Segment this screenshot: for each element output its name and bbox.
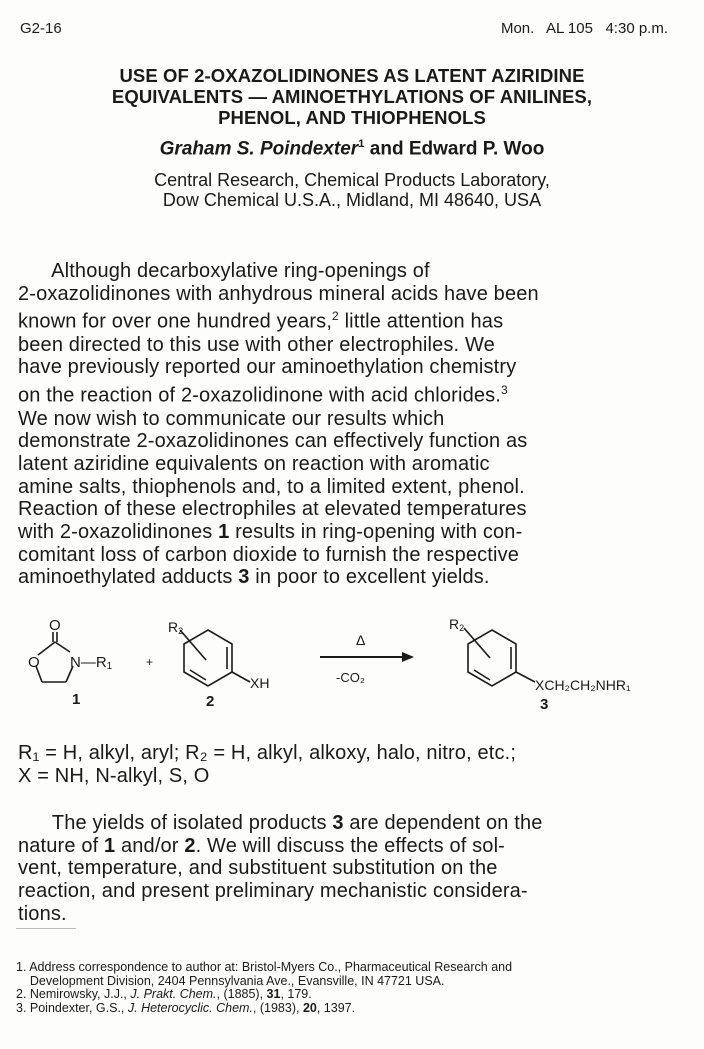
text-segment: , (1983), <box>252 1000 303 1015</box>
paragraph-line <box>18 334 539 357</box>
text-segment: 3 <box>500 383 508 398</box>
r2-label: R2 <box>449 616 465 633</box>
text-segment: , 1397. <box>316 1000 356 1015</box>
definition-line: X = NH, N-alkyl, S, O <box>18 764 210 787</box>
text-segment: demonstrate 2-oxazolidinones can effectively function as <box>18 430 528 453</box>
affiliation-line: Central Research, Chemical Products Laboratory, <box>154 170 550 190</box>
author-2: and Edward P. Woo <box>364 138 545 160</box>
carbonyl-o: O <box>49 617 61 634</box>
footnote-line <box>16 975 512 989</box>
paragraph-line <box>18 283 539 306</box>
text-segment: aminoethylated adducts <box>18 566 239 589</box>
paragraph-line <box>18 498 539 521</box>
author-1: Graham S. Poindexter <box>159 138 359 160</box>
text-segment: The yields of isolated products <box>18 812 333 834</box>
text-segment: 31 <box>266 987 281 1001</box>
text-segment: been directed to this use with other electrophiles. We <box>18 333 495 356</box>
heat-symbol: Δ <box>356 632 366 648</box>
text-segment: 1. Address correspondence to author at: Bristol-Myers Co., Pharmaceutical Research and <box>16 960 513 974</box>
paragraph-line <box>18 812 543 835</box>
paragraph-line <box>18 566 539 589</box>
text-segment: 1 <box>218 521 230 544</box>
text-segment: J. Prakt. Chem. <box>130 987 217 1001</box>
paragraph-line <box>18 356 539 379</box>
text-segment: are dependent on the <box>343 812 543 834</box>
plus-sign: + <box>146 655 154 669</box>
text-segment: nature of <box>18 834 105 857</box>
footnotes <box>16 961 512 1015</box>
text-segment: vent, temperature, and substituent substitution on the <box>18 857 498 880</box>
paragraph-line <box>18 260 539 283</box>
paragraph-line <box>18 379 539 407</box>
n-r1: N—R1 <box>70 654 113 672</box>
reaction-scheme <box>0 600 704 720</box>
product-chain: XCH₂CH₂NHR₁ <box>535 677 631 693</box>
paragraph-line <box>18 521 539 544</box>
text-segment: little attention has <box>338 311 504 334</box>
arrowhead <box>402 652 414 662</box>
product-3-structure <box>464 628 535 686</box>
title-line: PHENOL, AND THIOPHENOLS <box>218 107 486 128</box>
text-segment: 3 <box>332 812 344 834</box>
text-segment: on the reaction of 2-oxazolidinone with acid chlorides. <box>18 384 501 407</box>
paragraph-line <box>18 453 539 476</box>
footnote-line <box>16 961 512 975</box>
text-segment: and/or <box>115 834 185 857</box>
text-segment: We now wish to communicate our results which <box>18 407 445 430</box>
text-segment: latent aziridine equivalents on reaction with aromatic <box>18 452 490 475</box>
text-segment: in poor to excellent yields. <box>249 566 490 589</box>
text-segment: comitant loss of carbon dioxide to furnish the respective <box>18 543 520 566</box>
session-info: Mon. AL 105 4:30 p.m. <box>500 20 668 37</box>
arene-2-structure <box>180 630 250 686</box>
title-line: USE OF 2-OXAZOLIDINONES AS LATENT AZIRIDINE <box>119 65 585 86</box>
paragraph-line <box>18 903 543 926</box>
text-segment: amine salts, thiophenols and, to a limited extent, phenol. <box>18 475 525 498</box>
text-segment: . We will discuss the effects of sol- <box>195 834 505 857</box>
paragraph-line <box>18 880 543 903</box>
oxazolidinone-structure <box>36 632 73 682</box>
paragraph-line <box>18 835 543 858</box>
text-segment: 2 <box>184 834 196 857</box>
text-segment: tions. <box>18 902 67 925</box>
title-line: EQUIVALENTS — AMINOETHYLATIONS OF ANILINES, <box>111 86 593 107</box>
compound-label-1: 1 <box>72 691 81 708</box>
paragraph-line <box>18 544 539 567</box>
footnote-line <box>16 1002 512 1016</box>
text-segment: 2-oxazolidinones with anhydrous mineral acids have been <box>18 282 539 305</box>
text-segment: 1 <box>104 834 116 857</box>
paragraph-line <box>18 857 543 880</box>
author-footnote-mark: 1 <box>358 138 365 150</box>
xh-label: XH <box>250 675 270 691</box>
text-segment: have previously reported our aminoethylation chemistry <box>18 356 517 379</box>
text-segment: Reaction of these electrophiles at elevated temperatures <box>18 498 527 521</box>
text-segment: , 179. <box>280 987 312 1001</box>
paragraph-2 <box>18 812 543 926</box>
abstract-code: G2-16 <box>20 20 62 37</box>
text-segment: 3 <box>238 566 250 589</box>
compound-label-3: 3 <box>540 696 549 713</box>
paragraph-line <box>18 430 539 453</box>
text-segment: 3. Poindexter, G.S., <box>16 1000 128 1015</box>
r2-label: R2 <box>168 619 184 636</box>
footnote-divider <box>16 928 76 929</box>
ring-o: O <box>28 654 40 671</box>
definition-line: R₁ = H, alkyl, aryl; R₂ = H, alkyl, alkoxy, halo, nitro, etc.; <box>18 742 517 764</box>
text-segment: reaction, and present preliminary mechanistic considera- <box>18 880 528 903</box>
text-segment: Development Division, 2404 Pennsylvania Ave., Evansville, IN 47721 USA. <box>16 973 445 988</box>
text-segment: results in ring-opening with con- <box>229 521 523 544</box>
text-segment: 2. Nemirowsky, J.J., <box>16 987 131 1001</box>
text-segment: with 2-oxazolidinones <box>18 521 219 544</box>
footnote-line <box>16 988 512 1002</box>
text-segment: J. Heterocyclic. Chem. <box>127 1000 253 1015</box>
authors <box>0 138 704 160</box>
definitions <box>18 742 516 787</box>
text-segment: , (1885), <box>216 987 267 1001</box>
text-segment: 20 <box>302 1000 317 1015</box>
paragraph-line <box>18 408 539 431</box>
affiliation-line: Dow Chemical U.S.A., Midland, MI 48640, USA <box>162 190 542 210</box>
paragraph-line <box>18 476 539 499</box>
paragraph-line <box>18 305 539 333</box>
text-segment: known for over one hundred years, <box>18 311 333 334</box>
text-segment: Although decarboxylative ring-openings of <box>18 260 430 282</box>
paragraph-1 <box>18 260 539 589</box>
minus-co2: -CO₂ <box>336 670 365 685</box>
text-segment: 2 <box>332 309 339 324</box>
compound-label-2: 2 <box>206 693 215 710</box>
